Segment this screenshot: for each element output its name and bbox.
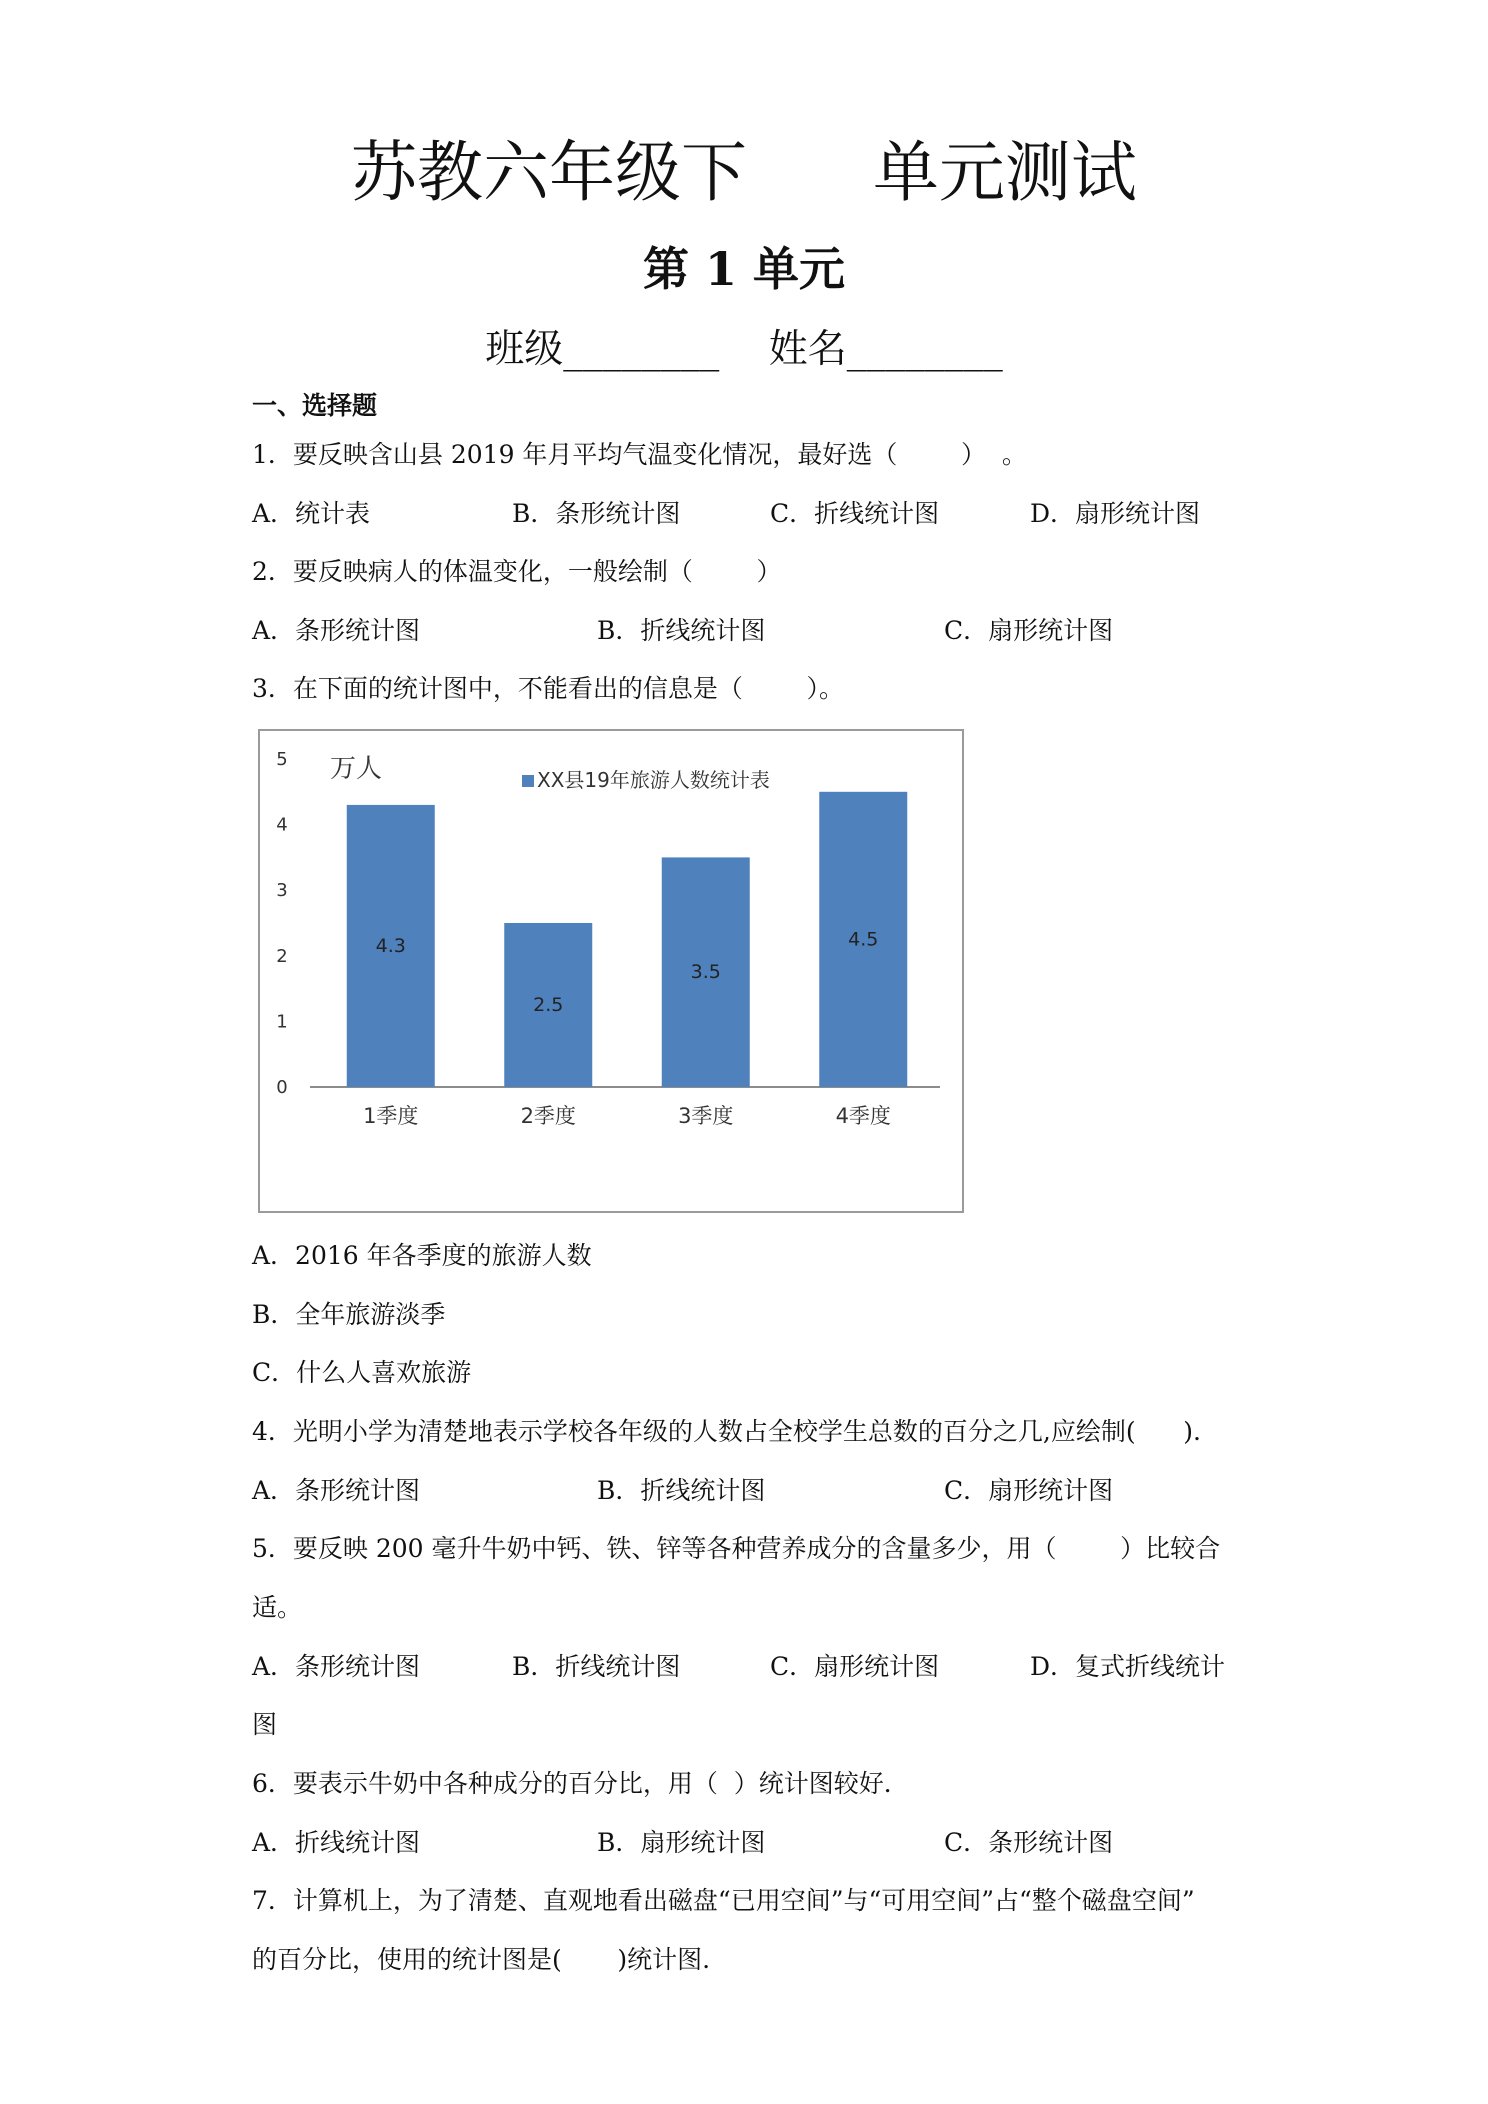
- x-tick-label: 3季度: [678, 1104, 734, 1128]
- question-2-option-c: C．扇形统计图: [944, 616, 1114, 645]
- question-2-option-b: B．折线统计图: [597, 616, 766, 645]
- y-tick-label: 5: [276, 749, 288, 770]
- x-tick-label: 1季度: [363, 1104, 419, 1128]
- question-2-options: [252, 613, 1252, 649]
- question-5-option-continued: 图: [252, 1710, 278, 1739]
- y-tick-label: 0: [276, 1077, 288, 1098]
- y-unit-label: 万人: [330, 754, 383, 784]
- question-5-option-b: B．折线统计图: [512, 1652, 681, 1681]
- chart-canvas: [260, 731, 962, 1211]
- question-1-option-d: D．扇形统计图: [1030, 499, 1201, 528]
- question-5-option-a: A．条形统计图: [252, 1652, 421, 1681]
- question-5-option-c: C．扇形统计图: [770, 1652, 940, 1681]
- question-2-stem: 2．要反映病人的体温变化，一般绘制（ ）: [252, 557, 782, 586]
- question-3-option-c: C．什么人喜欢旅游: [252, 1358, 472, 1387]
- question-6-stem: 6．要表示牛奶中各种成分的百分比，用（ ）统计图较好．: [252, 1769, 909, 1798]
- y-tick-label: 1: [276, 1011, 288, 1033]
- question-7-stem: 7．计算机上，为了清楚、直观地看出磁盘“已用空间”与“可用空间”占“整个磁盘空间”: [252, 1886, 1195, 1915]
- section-title: 一、选择题: [252, 391, 378, 420]
- question-4-option-c: C．扇形统计图: [944, 1476, 1114, 1505]
- y-tick-label: 3: [276, 880, 288, 902]
- question-3-stem: 3．在下面的统计图中，不能看出的信息是（ ）。: [252, 674, 844, 703]
- question-5-option-d: D．复式折线统计: [1030, 1652, 1226, 1681]
- class-name-line: 班级________ 姓名________: [485, 327, 1003, 372]
- question-4-option-a: A．条形统计图: [252, 1476, 421, 1505]
- unit-subtitle: 第 1 单元: [642, 242, 846, 296]
- bar-value-label: 2.5: [533, 994, 564, 1016]
- bar-value-label: 4.5: [848, 928, 879, 951]
- question-5-stem: 5．要反映 200 毫升牛奶中钙、铁、锌等各种营养成分的含量多少，用（ ）比较合: [252, 1534, 1221, 1563]
- bar-value-label: 4.3: [375, 934, 406, 957]
- legend-label: XX县19年旅游人数统计表: [537, 768, 770, 792]
- question-5-stem-continued: 适。: [252, 1593, 303, 1622]
- y-tick-label: 4: [276, 814, 288, 836]
- question-3-option-b: B．全年旅游淡季: [252, 1300, 446, 1329]
- bar-value-label: 3.5: [690, 961, 721, 984]
- question-1-option-a: A．统计表: [252, 499, 371, 528]
- question-6-option-a: A．折线统计图: [252, 1828, 421, 1857]
- y-tick-label: 2: [276, 945, 288, 967]
- question-1-option-b: B．条形统计图: [512, 499, 681, 528]
- page-title: 苏教六年级下 单元测试: [351, 134, 1137, 211]
- question-5-options: [252, 1649, 1252, 1685]
- question-4-stem: 4．光明小学为清楚地表示学校各年级的人数占全校学生总数的百分之几,应绘制( ).: [252, 1417, 1201, 1446]
- question-4-options: [252, 1473, 1252, 1509]
- question-7-stem-continued: 的百分比，使用的统计图是( )统计图.: [252, 1945, 711, 1974]
- question-6-option-b: B．扇形统计图: [597, 1828, 766, 1857]
- tourism-bar-chart: [258, 729, 964, 1213]
- question-4-option-b: B．折线统计图: [597, 1476, 766, 1505]
- question-1-options: [252, 496, 1252, 532]
- question-2-option-a: A．条形统计图: [252, 616, 421, 645]
- x-tick-label: 4季度: [835, 1104, 891, 1128]
- question-1-option-c: C．折线统计图: [770, 499, 940, 528]
- question-6-option-c: C．条形统计图: [944, 1828, 1114, 1857]
- legend-swatch: [522, 775, 534, 787]
- question-3-option-a: A．2016 年各季度的旅游人数: [252, 1241, 592, 1270]
- question-1-stem: 1．要反映含山县 2019 年月平均气温变化情况，最好选（ ） 。: [252, 440, 1027, 469]
- question-6-options: [252, 1825, 1252, 1861]
- x-tick-label: 2季度: [520, 1104, 576, 1128]
